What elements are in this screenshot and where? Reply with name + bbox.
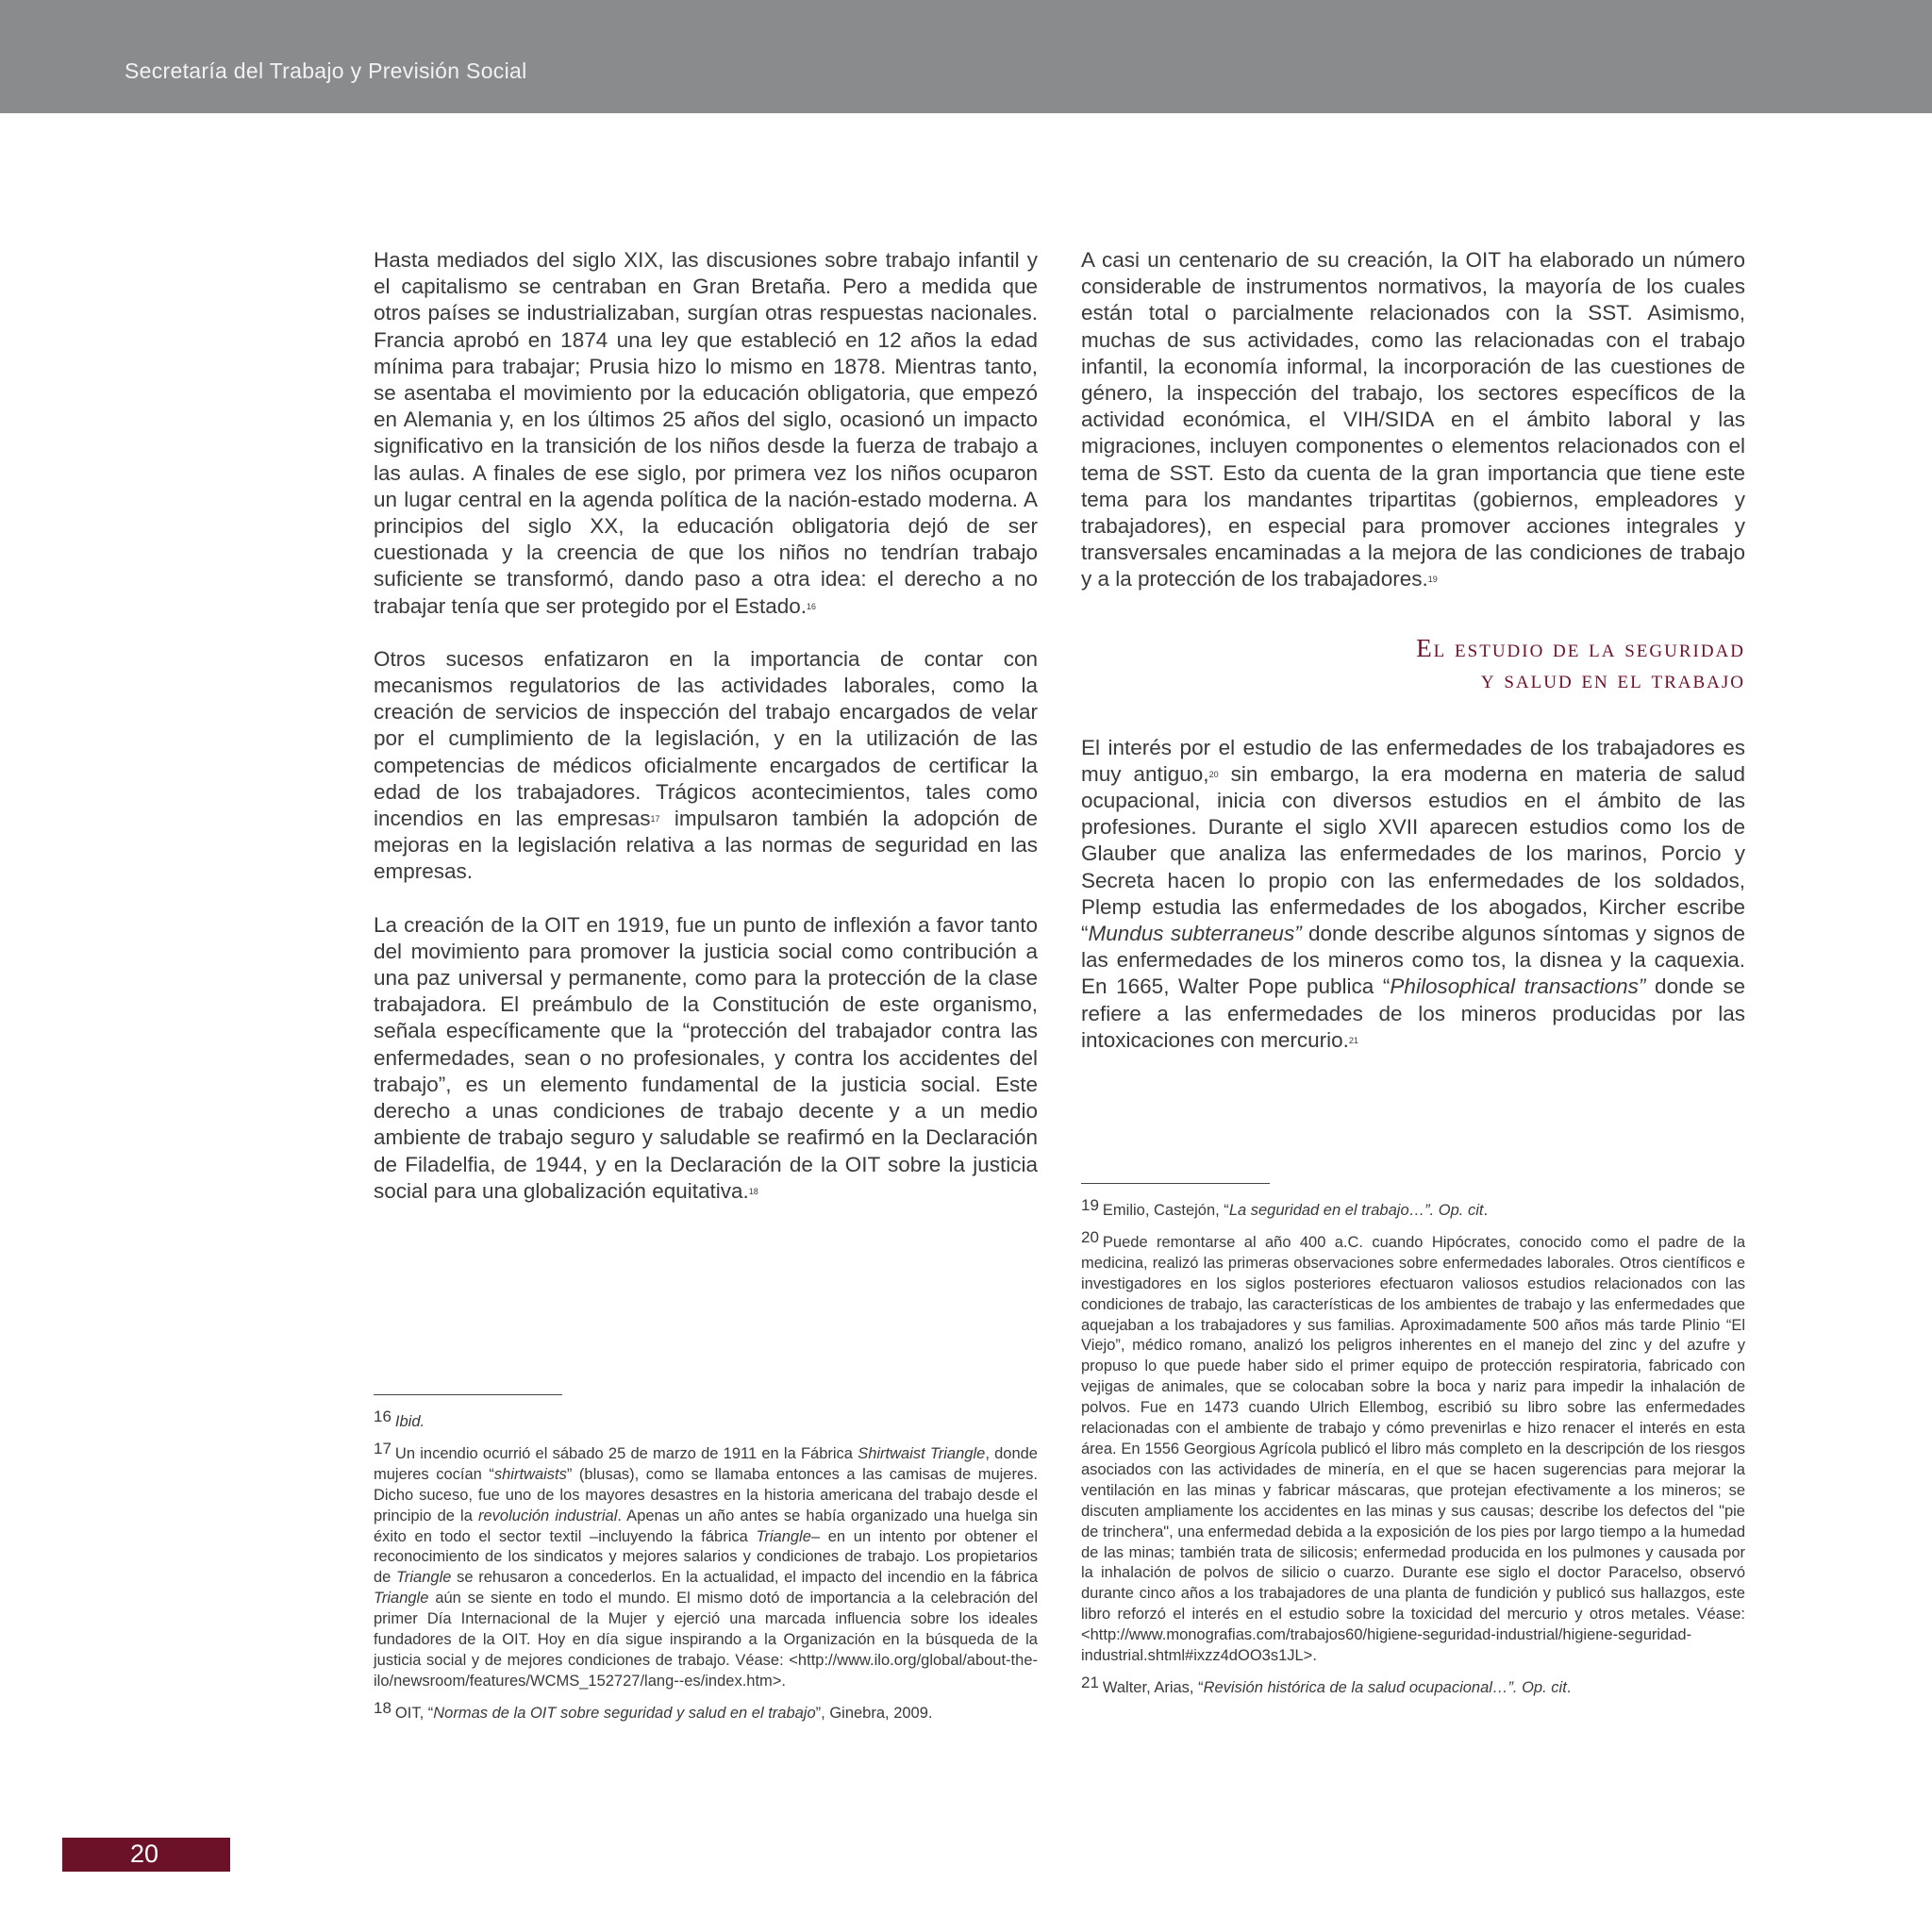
footnote-divider: [374, 1394, 562, 1395]
footnote-17: 17 Un incendio ocurrió el sábado 25 de marzo de 1911 en la Fábrica Shirtwaist Triangle, donde mujeres cocían “shirtwaists” (blusas), como se llamaba entonces a las camisas de mujeres. Dicho suceso, fue uno de los mayores desastres en la historia americana del trabajo desde el principio de la revolución industrial. Apenas un año antes se había organizado una huelga sin éxito en todo el sector textil –incluyendo la fábrica Triangle– en un intento por obtener el reconocimiento de los sindicatos y mejores salarios y condiciones de trabajo. Los propietarios de Triangle se rehusaron a concederlos. En la actualidad, el impacto del incendio en la fábrica Triangle aún se siente en todo el mundo. El mismo dotó de importancia a la celebración del primer Día Internacional de la Mujer y ejerció una marcada influencia sobre los ideales fundadores de la OIT. Hoy en día sigue inspirando a la Organización en la búsqueda de la justicia social y de mejores condiciones de trabajo. Véase: <http://www.ilo.org/global/about-the-ilo/newsroom/features/WCMS_152727/lang--es/index.htm>.: [374, 1439, 1039, 1690]
footnote-19: 19 Emilio, Castejón, “La seguridad en el trabajo…”. Op. cit.: [1081, 1196, 1489, 1219]
footnote-16: 16 Ibid.: [374, 1407, 425, 1430]
footnotes-right: [1081, 1183, 1745, 1705]
footnote-20: 20 Puede remontarse al año 400 a.C. cuando Hipócrates, conocido como el padre de la medicina, realizó las primeras observaciones sobre enfermedades laborales. Otros científicos e investigadores en los siglos posteriores efectuaron valiosos estudios relacionados con las condiciones de trabajo, las características de los ambientes de trabajo y las enfermedades que aquejaban a los trabajadores y sus familias. Aproximadamente 500 años más tarde Plinio “El Viejo”, médico romano, analizó los peligros inherentes en el manejo del zinc y del azufre y propuso lo que puede haber sido el primer equipo de protección respiratoria, fabricado con vejigas de animales, que se colocaban sobre la boca y nariz para impedir la inhalación de polvos. Fue en 1473 cuando Ulrich Ellembog, escribió su libro sobre las enfermedades relacionadas con el ambiente de trabajo y cómo prevenirlas e hizo renacer el interés en esta área. En 1556 Georgious Agrícola publicó el libro más completo en la descripción de los riesgos asociados con las actividades de minería, en el que se hacen sugerencias para mejorar la ventilación en las minas y fabricar máscaras, que protejan efectivamente a los mineros; se discuten ampliamente los accidentes en las minas y sus causas; describe los defectos del "pie de trinchera", una enfermedad debida a la exposición de los pies por largo tiempo a la humedad de las minas; también trata de silicosis; enfermedad producida en los pulmones y causada por la inhalación de polvos de silicio o cuarzo. Durante ese siglo el doctor Paracelso, observó durante cinco años a los trabajadores de una planta de fundición y publicó sus hallazgos, este libro reforzó el interés en el estudio sobre la toxicidad del mercurio y otros metales. Véase: <http://www.monografias.com/trabajos60/higiene-seguridad-industrial/higiene-seguridad-industrial.shtml#ixzz4dOO3s1JL>.: [1081, 1227, 1745, 1665]
paragraph: A casi un centenario de su creación, la OIT ha elaborado un número considerable de instrumentos normativos, la mayoría de los cuales están total o parcialmente relacionados con la SST. Asimismo, muchas de sus actividades, como las relacionadas con el trabajo infantil, la economía informal, la incorporación de las cuestiones de género, la inspección del trabajo, los sectores específicos de la actividad económica, el VIH/SIDA en el ámbito laboral y las migraciones, incluyen componentes o elementos relacionados con el tema de SST. Esto da cuenta de la gran importancia que tiene este tema para los mandantes tripartitas (gobiernos, empleadores y trabajadores), en especial para promover acciones integrales y transversales encaminadas a la mejora de las condiciones de trabajo y a la protección de los trabajadores.$^{19}$: [1081, 248, 1745, 591]
footnote-ref[interactable]: 20: [1208, 769, 1219, 779]
paragraph: Hasta mediados del siglo XIX, las discusiones sobre trabajo infantil y el capitalismo se centraban en Gran Bretaña. Pero a medida que otros países se industrializaban, surgían otras respuestas nacionales. Francia aprobó en 1874 una ley que estableció en 12 años la edad mínima para trabajar; Prusia hizo lo mismo en 1878. Mientras tanto, se asentaba el movimiento por la educación obligatoria, que empezó en Alemania y, en los últimos 25 años del siglo, ocasionó un impacto significativo en la transición de los niños desde la fuerza de trabajo a las aulas. A finales de ese siglo, por primera vez los niños ocuparon un lugar central en la agenda política de la nación-estado moderna. A principios del siglo XX, la educación obligatoria dejó de ser cuestionada y la creencia de que los niños no tendrían trabajo suficiente se transformó, dando paso a otra idea: el derecho a no trabajar tenía que ser protegido por el Estado.$^{16}$: [374, 248, 1038, 618]
footnote-18: 18 OIT, “Normas de la OIT sobre seguridad y salud en el trabajo”, Ginebra, 2009.: [374, 1698, 933, 1722]
footnote-ref[interactable]: 21: [1348, 1035, 1358, 1045]
footnote-21: 21 Walter, Arias, “Revisión histórica de la salud ocupacional…”. Op. cit.: [1081, 1673, 1572, 1696]
footnote-ref[interactable]: 17: [650, 814, 660, 824]
footnote-ref[interactable]: 16: [807, 601, 817, 611]
paragraph: La creación de la OIT en 1919, fue un punto de inflexión a favor tanto del movimiento para promover la justicia social como contribución a una paz universal y permanente, como para la protección de la clase trabajadora. El preámbulo de la Constitución de este organismo, señala específicamente que la “protección del trabajador contra las enfermedades, sean o no profesionales, y contra los accidentes del trabajo”, es un elemento fundamental de la justicia social. Este derecho a unas condiciones de trabajo decente y a un medio ambiente de trabajo seguro y saludable se reafirmó en la Declaración de Filadelfia, de 1944, y en la Declaración de la OIT sobre la justicia social para una globalización equitativa.$^{18}$: [374, 912, 1038, 1203]
right-column: [1081, 247, 1745, 1080]
footnote-ref[interactable]: 19: [1427, 575, 1438, 585]
paragraph: Otros sucesos enfatizaron en la importancia de contar con mecanismos regulatorios de las actividades laborales, como la creación de servicios de inspección del trabajo encargados de velar por el cumplimiento de la legislación, y en la utilización de las competencias de médicos oficialmente encargados de certificar la edad de los trabajadores. Trágicos acontecimientos, tales como incendios en las empresas$^{17}$ impulsaron también la adopción de mejoras en la legislación relativa a las normas de seguridad en las empresas.: [374, 646, 1038, 884]
page-number-box: [62, 1838, 230, 1872]
page-number: 20: [130, 1840, 159, 1868]
footnotes-left: [374, 1394, 1038, 1730]
paragraph: El interés por el estudio de las enfermedades de los trabajadores es muy antiguo,$^{20}$ sin embargo, la era moderna en materia de salud ocupacional, inicia con diversos estudios en el ámbito de las profesiones. Durante el siglo XVII aparecen estudios como los de Glauber que analiza las enfermedades de los marinos, Porcio y Secreta hacen lo propio con las enfermedades de los soldados, Plemp estudia las enfermedades de los abogados, Kircher escribe “Mundus subterraneus” donde describe algunos síntomas y signos de las enfermedades de los mineros como tos, la disnea y la caquexia. En 1665, Walter Pope publica “Philosophical transactions” donde se refiere a las enfermedades de los mineros producidas por las intoxicaciones con mercurio.$^{21}$: [1081, 735, 1746, 1052]
footnote-ref[interactable]: 18: [748, 1186, 758, 1196]
footnote-divider: [1081, 1183, 1270, 1184]
header-bar: [0, 0, 1932, 113]
left-column: [374, 247, 1038, 1231]
header-org-name: Secretaría del Trabajo y Previsión Social: [125, 58, 527, 83]
section-title: El estudio de la seguridad y salud en el trabajo: [1416, 633, 1745, 693]
